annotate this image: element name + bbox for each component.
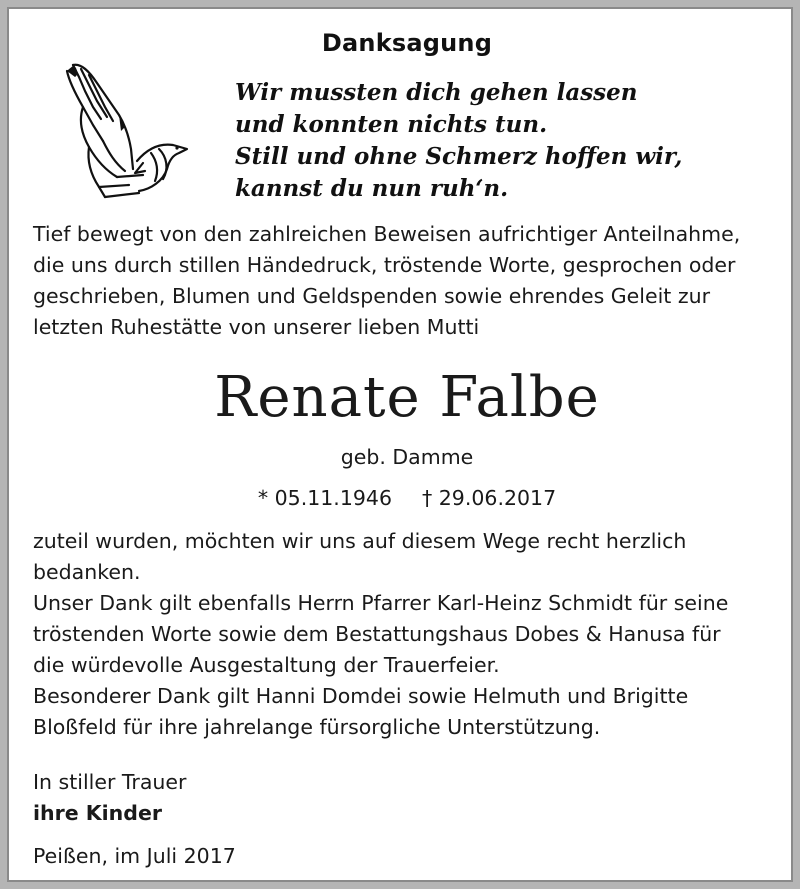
thanks-line: Bloßfeld für ihre jahrelange fürsorgliche Unterstützung. — [33, 715, 601, 739]
thanks-line: Besonderer Dank gilt Hanni Domdei sowie Helmuth und Brigitte — [33, 684, 689, 708]
thanks-line: Unser Dank gilt ebenfalls Herrn Pfarrer Karl-Heinz Schmidt für seine — [33, 591, 729, 615]
intro-paragraph — [33, 219, 785, 343]
memorial-poem — [235, 77, 682, 205]
thanks-line: zuteil wurden, möchten wir uns auf diesem Wege recht herzlich — [33, 529, 687, 553]
thanks-line: bedanken. — [33, 560, 141, 584]
poem-line: und konnten nichts tun. — [235, 111, 548, 138]
poem-line: kannst du nun ruh‘n. — [235, 175, 509, 202]
thanks-line: die würdevolle Ausgestaltung der Trauerfeier. — [33, 653, 500, 677]
deceased-name: Renate Falbe — [214, 365, 600, 430]
intro-line: letzten Ruhestätte von unserer lieben Mutti — [33, 315, 480, 339]
poem-line: Still und ohne Schmerz hoffen wir, — [235, 143, 683, 170]
thanks-line: tröstenden Worte sowie dem Bestattungshaus Dobes & Hanusa für — [33, 622, 721, 646]
birth-name: geb. Damme — [340, 445, 474, 469]
signature: ihre Kinder — [33, 801, 162, 825]
mourning-line: In stiller Trauer — [33, 770, 187, 794]
place-and-date: Peißen, im Juli 2017 — [33, 844, 236, 868]
life-dates — [7, 486, 800, 510]
notice-title: Danksagung — [321, 29, 493, 57]
death-date: † 29.06.2017 — [422, 486, 557, 510]
praying-hands-with-dove-icon — [59, 57, 199, 207]
intro-line: die uns durch stillen Händedruck, tröstende Worte, gesprochen oder — [33, 253, 736, 277]
thanks-paragraph — [33, 526, 785, 743]
intro-line: Tief bewegt von den zahlreichen Beweisen aufrichtiger Anteilnahme, — [33, 222, 741, 246]
birth-date: * 05.11.1946 — [257, 486, 392, 510]
poem-line: Wir mussten dich gehen lassen — [235, 79, 638, 106]
closing-block — [33, 767, 186, 829]
intro-line: geschrieben, Blumen und Geldspenden sowie ehrendes Geleit zur — [33, 284, 711, 308]
